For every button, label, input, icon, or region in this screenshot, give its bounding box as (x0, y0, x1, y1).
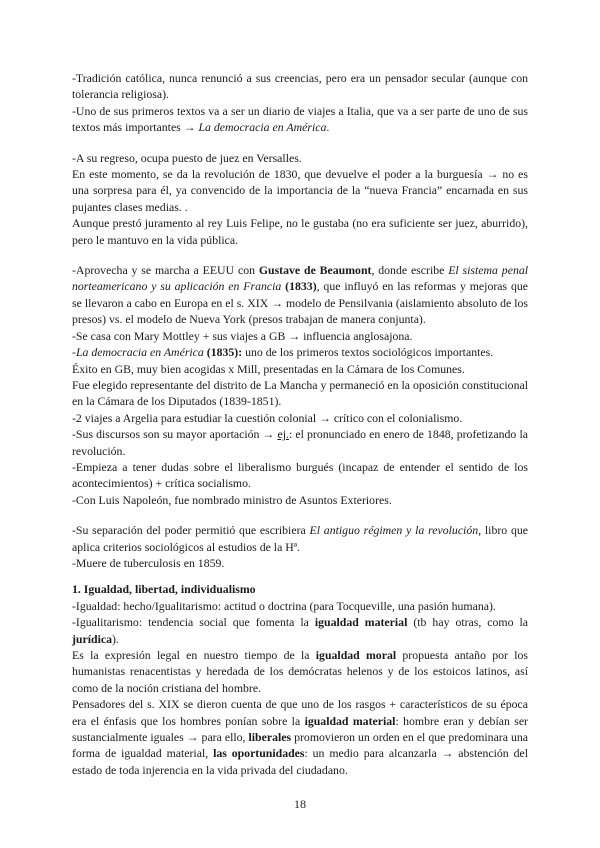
year: (1835): (206, 345, 243, 360)
paragraph-first-texts (72, 103, 528, 136)
paragraph-speeches (72, 426, 528, 459)
paragraph-judge-versailles: -A su regreso, ocupa puesto de juez en Versalles. (72, 150, 302, 165)
text-run: : un medio para alcanzarla → abstención del estado de toda injerencia en la vida privada del ciudadano. (72, 746, 528, 777)
text-run: , libro que aplica criterios sociológicos al estudios de la Hª. (72, 523, 528, 554)
text-run: -Aprovecha y se marcha a EEUU con (72, 263, 259, 278)
key-term: igualdad material (314, 615, 408, 630)
text-run: Pensadores del s. XIX se dieron cuenta de que uno de los rasgos + característicos de su época era el énfasis que los hombres ponían sobre la (72, 697, 528, 728)
text-run: ). (111, 631, 119, 646)
paragraph-doubts-liberalism: -Empieza a tener dudas sobre el liberalismo burgués (incapaz de entender el sentido de los acontecimientos) + crítica socialismo. (72, 459, 528, 491)
book-title: El antiguo régimen y la revolución (309, 523, 479, 538)
paragraph-equality-definition: -Igualdad: hecho/Igualitarismo: actitud o doctrina (para Tocqueville, una pasión humana). (72, 598, 496, 613)
key-term: liberales (248, 730, 292, 745)
text-run: -Igualitarismo: tendencia social que fomenta la (72, 615, 315, 630)
key-term: igualdad moral (315, 648, 397, 662)
key-term: las oportunidades (213, 746, 305, 761)
book-title: El sistema penal norteamericano y su aplicación en Francia (72, 263, 529, 294)
paragraph-algeria: -2 viajes a Argelia para estudiar la cuestión colonial → crítico con el colonialismo. (72, 410, 463, 425)
paragraph-nineteenth-century-thinkers (72, 696, 528, 778)
text-run: -Sus discursos son su mayor aportación → (72, 427, 278, 442)
text-run: , que influyó en las reformas y mejoras que se llevaron a cabo en Europa en el s. XIX → modelo de Pensilvania (aislamiento absoluto de los presos) vs. el modelo de Nueva York (presos trabajan de manera conjunta). (72, 279, 528, 327)
paragraph-marriage: -Se casa con Mary Mottley + sus viajes a GB → influencia anglosajona. (72, 328, 413, 343)
paragraph-egalitarianism (72, 614, 528, 647)
paragraph-success-gb: Éxito en GB, muy bien acogidas x Mill, presentadas en la Cámara de los Comunes. (72, 361, 465, 376)
year: (1833) (285, 279, 317, 294)
text-run: : el pronunciado en enero de 1848, profetizando la revolución. (72, 427, 528, 458)
section-heading: 1. Igualdad, libertad, individualismo (72, 582, 256, 597)
text-run: -Su separación del poder permitió que escribiera (72, 523, 310, 538)
key-term: igualdad material (304, 713, 396, 728)
paragraph-catholic-tradition: -Tradición católica, nunca renunció a sus creencias, pero era un pensador secular (aunque con tolerancia religiosa). (72, 71, 528, 102)
text-run: . (326, 120, 330, 135)
paragraph-trip-usa (72, 262, 528, 328)
page-number: 18 (294, 797, 306, 811)
paragraph-old-regime (72, 522, 528, 555)
text-run: -Uno de sus primeros textos va a ser un diario de viajes a Italia, que va a ser parte de uno de sus textos más importantes → (72, 103, 528, 135)
text-run: : hombre eran y debían ser sustancialmente iguales → para ello, (72, 713, 528, 745)
paragraph-oath-king: Aunque prestó juramento al rey Luis Felipe, no le gustaba (no era suficiente ser juez, aburrido), pero le mantuvo en la vida pública. (72, 216, 528, 247)
key-term: jurídica (72, 631, 112, 646)
text-run: promovieron un orden en el que predominara una forma de igualdad material, (72, 730, 529, 761)
text-run: Es la expresión legal en nuestro tiempo de la (72, 648, 316, 662)
text-run: , donde escribe (371, 263, 449, 278)
paragraph-death: -Muere de tuberculosis en 1859. (72, 555, 225, 570)
abbreviation: ej. (277, 427, 289, 442)
text-run: (tb hay otras, como la (407, 615, 528, 630)
text-run: uno de los primeros textos sociológicos importantes. (242, 345, 494, 360)
text-run: - (72, 345, 76, 360)
paragraph-democracy-america (72, 344, 528, 360)
person-name: Gustave de Beaumont (258, 263, 372, 278)
paragraph-representative: Fue elegido representante del distrito de La Mancha y permaneció en la oposición constitucional en la Cámara de los Diputados (1839-1851). (72, 377, 528, 409)
book-title: La democracia en América (198, 120, 327, 135)
paragraph-legal-expression (72, 647, 528, 696)
paragraph-minister: -Con Luis Napoleón, fue nombrado ministro de Asuntos Exteriores. (72, 492, 392, 507)
text-run: propuesta antaño por los humanistas renacentistas y heredada de los demócratas helenos y de los estoicos latinos, así como de la noción cristiana del hombre. (72, 648, 528, 695)
book-title: La democracia en América (75, 345, 204, 360)
document-body (72, 70, 528, 778)
paragraph-revolution-1830: En este momento, se da la revolución de 1830, que devuelve el poder a la burguesía → no es una sorpresa para él, ya convencido de la importancia de la “nueva Francia” encarnada en sus pujantes clases medias. . (72, 167, 528, 214)
